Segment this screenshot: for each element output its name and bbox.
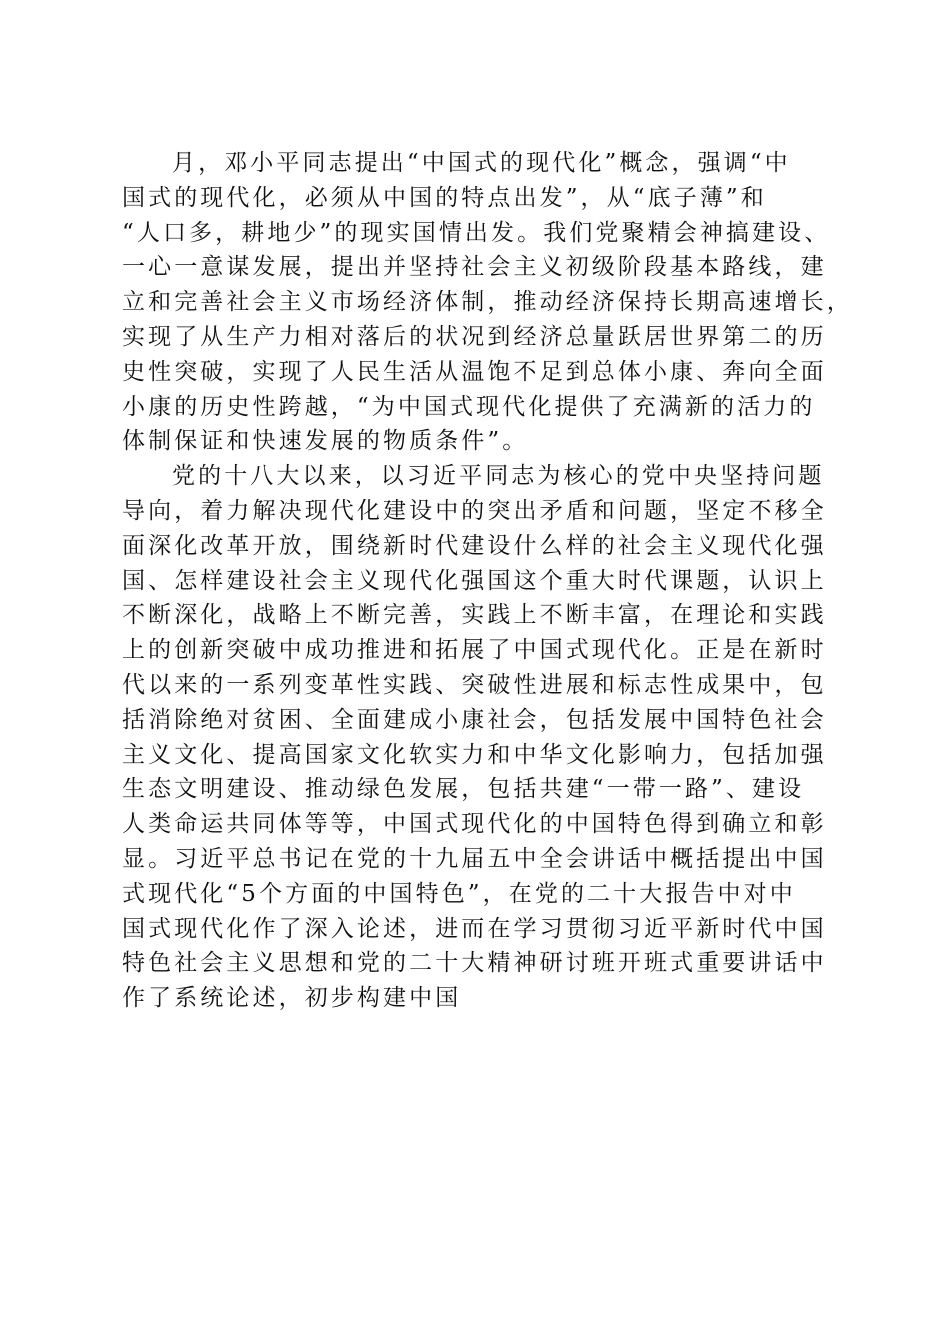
paragraph-line: 生态文明建设、推动绿色发展，包括共建“一带一路”、建设	[122, 776, 805, 803]
paragraph-line: 体制保证和快速发展的物质条件”。	[122, 428, 529, 455]
paragraph-line: 主义文化、提高国家文化软实力和中华文化影响力，包括加强	[122, 741, 827, 768]
paragraph-line: 小康的历史性跨越，“为中国式现代化提供了充满新的活力的	[122, 393, 816, 420]
paragraph-line: 国、怎样建设社会主义现代化强国这个重大时代课题，认识上	[122, 567, 827, 594]
paragraph-line: 特色社会主义思想和党的二十大精神研讨班开班式重要讲话中	[122, 950, 827, 977]
paragraph-line: 上的创新突破中成功推进和拓展了中国式现代化。正是在新时	[122, 637, 827, 664]
paragraph-line: 括消除绝对贫困、全面建成小康社会，包括发展中国特色社会	[122, 706, 827, 733]
paragraph-line: 实现了从生产力相对落后的状况到经济总量跃居世界第二的历	[122, 323, 827, 350]
paragraph-line: “人口多，耕地少”的现实国情出发。我们党聚精会神搞建设、	[122, 219, 831, 246]
paragraph-line: 党的十八大以来，以习近平同志为核心的党中央坚持问题	[172, 463, 825, 490]
paragraph-1	[122, 146, 853, 459]
document-body	[122, 146, 853, 1016]
paragraph-line: 国式现代化作了深入论述，进而在学习贯彻习近平新时代中国	[122, 915, 827, 942]
paragraph-line: 作了系统论述，初步构建中国	[122, 985, 462, 1012]
paragraph-line: 不断深化，战略上不断完善，实践上不断丰富，在理论和实践	[122, 602, 827, 629]
paragraph-line: 一心一意谋发展，提出并坚持社会主义初级阶段基本路线，建	[122, 254, 827, 281]
paragraph-line: 立和完善社会主义市场经济体制，推动经济保持长期高速增长，	[122, 289, 853, 316]
paragraph-2	[122, 459, 827, 1016]
paragraph-line: 史性突破，实现了人民生活从温饱不足到总体小康、奔向全面	[122, 358, 827, 385]
paragraph-line: 显。习近平总书记在党的十九届五中全会讲话中概括提出中国	[122, 845, 827, 872]
paragraph-line: 人类命运共同体等等，中国式现代化的中国特色得到确立和彰	[122, 811, 827, 838]
paragraph-line: 代以来的一系列变革性实践、突破性进展和标志性成果中，包	[122, 671, 827, 698]
paragraph-line: 式现代化“5个方面的中国特色”，在党的二十大报告中对中	[122, 880, 796, 907]
paragraph-line: 面深化改革开放，围绕新时代建设什么样的社会主义现代化强	[122, 532, 827, 559]
paragraph-line: 月，邓小平同志提出“中国式的现代化”概念，强调“中	[172, 150, 791, 176]
paragraph-line: 国式的现代化，必须从中国的特点出发”，从“底子薄”和	[122, 184, 767, 211]
paragraph-line: 导向，着力解决现代化建设中的突出矛盾和问题，坚定不移全	[122, 497, 827, 524]
